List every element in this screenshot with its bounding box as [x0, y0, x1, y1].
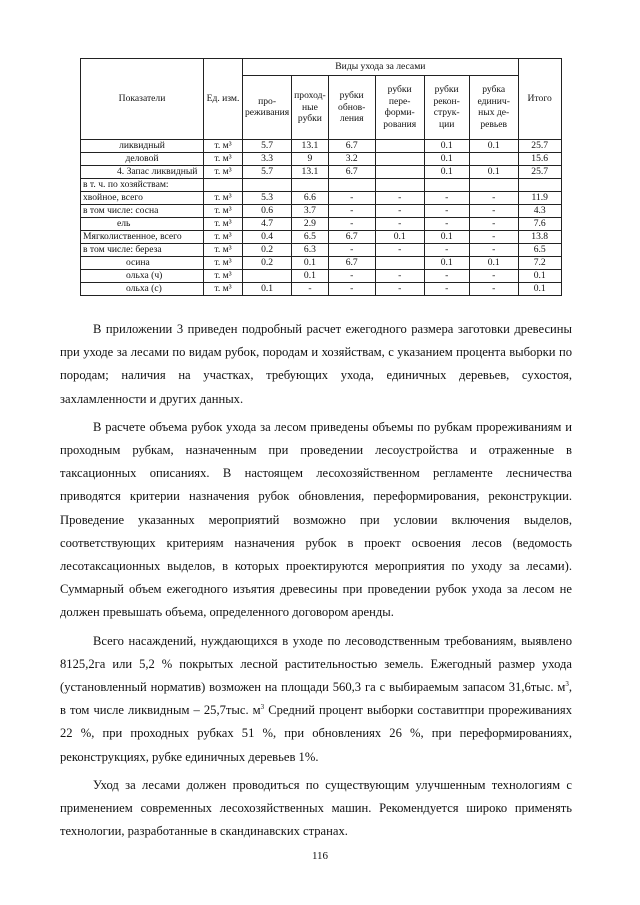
row-value: - [328, 205, 375, 218]
row-unit: т. м³ [204, 283, 243, 296]
header-indicator: Показатели [81, 59, 204, 140]
row-value: 13.1 [292, 166, 329, 179]
row-unit: т. м³ [204, 153, 243, 166]
row-unit: т. м³ [204, 192, 243, 205]
row-value: 6.7 [328, 140, 375, 153]
row-value: - [424, 283, 469, 296]
row-value: 6.6 [292, 192, 329, 205]
row-value: 0.2 [243, 257, 292, 270]
row-value: 0.1 [375, 231, 424, 244]
page-number: 116 [311, 850, 329, 862]
row-value [518, 179, 561, 192]
row-unit: т. м³ [204, 218, 243, 231]
row-value: - [328, 192, 375, 205]
row-value: 0.1 [469, 166, 518, 179]
header-col-renewal: рубки обнов-ления [328, 75, 375, 139]
row-label: осина [81, 257, 204, 270]
row-value: 7.6 [518, 218, 561, 231]
body-text [60, 318, 572, 848]
row-value: - [469, 244, 518, 257]
row-value: - [469, 205, 518, 218]
row-value: 5.7 [243, 166, 292, 179]
table-row [81, 218, 562, 231]
row-value: 0.1 [243, 283, 292, 296]
row-value: 11.9 [518, 192, 561, 205]
row-value: 13.8 [518, 231, 561, 244]
table-row [81, 231, 562, 244]
row-value [375, 153, 424, 166]
row-value: - [469, 283, 518, 296]
row-label: в т. ч. по хозяйствам: [81, 179, 204, 192]
row-value: 0.1 [292, 257, 329, 270]
row-value: - [375, 218, 424, 231]
row-label: ольха (ч) [81, 270, 204, 283]
table-row [81, 283, 562, 296]
row-value: - [375, 283, 424, 296]
row-label: ликвидный [81, 140, 204, 153]
row-value [375, 257, 424, 270]
row-value: - [469, 270, 518, 283]
row-value: 0.2 [243, 244, 292, 257]
table-row [81, 244, 562, 257]
row-value [469, 179, 518, 192]
row-value: 0.1 [424, 166, 469, 179]
row-label: ель [81, 218, 204, 231]
row-unit: т. м³ [204, 257, 243, 270]
row-value: - [375, 192, 424, 205]
row-label: деловой [81, 153, 204, 166]
row-value: 7.2 [518, 257, 561, 270]
row-value: 0.1 [424, 257, 469, 270]
header-col-reconstruction: рубки рекон-струк-ции [424, 75, 469, 139]
header-care-types: Виды ухода за лесами [243, 59, 519, 76]
table-row [81, 153, 562, 166]
row-value: - [469, 192, 518, 205]
header-col-passage: проход-ные рубки [292, 75, 329, 139]
row-value: - [292, 283, 329, 296]
row-value: - [469, 218, 518, 231]
table-row [81, 257, 562, 270]
row-value: 6.7 [328, 257, 375, 270]
row-unit: т. м³ [204, 244, 243, 257]
row-value: 4.3 [518, 205, 561, 218]
row-unit: т. м³ [204, 166, 243, 179]
row-value: - [424, 205, 469, 218]
table-row [81, 270, 562, 283]
row-value: - [328, 283, 375, 296]
row-value: 3.2 [328, 153, 375, 166]
row-value: 6.7 [328, 231, 375, 244]
row-label: в том числе: сосна [81, 205, 204, 218]
row-value: - [424, 192, 469, 205]
row-value: 0.1 [424, 140, 469, 153]
row-value: 6.5 [518, 244, 561, 257]
row-value: 3.7 [292, 205, 329, 218]
row-value [424, 179, 469, 192]
row-value [469, 153, 518, 166]
row-value: 6.3 [292, 244, 329, 257]
row-value: 0.4 [243, 231, 292, 244]
row-value: 6.5 [292, 231, 329, 244]
row-value: 0.1 [469, 257, 518, 270]
table-body [81, 140, 562, 296]
row-unit: т. м³ [204, 270, 243, 283]
header-unit: Ед. изм. [204, 59, 243, 140]
row-unit: т. м³ [204, 140, 243, 153]
header-col-reform: рубки пере-форми-рования [375, 75, 424, 139]
row-value: 0.1 [469, 140, 518, 153]
row-value: - [328, 270, 375, 283]
row-value [243, 270, 292, 283]
table-row [81, 179, 562, 192]
row-value [328, 179, 375, 192]
row-value: 0.6 [243, 205, 292, 218]
row-value: 9 [292, 153, 329, 166]
paragraph: В приложении 3 приведен подробный расчет ежегодного размера заготовки древесины при уходе за лесами по видам рубок, породам и хозяйствам, с указанием процента выборки по породам; наличия на участках, требующих ухода, единичных деревьев, сухостоя, захламленности и других данных. [60, 322, 572, 406]
table-row [81, 192, 562, 205]
row-value [375, 179, 424, 192]
row-label: 4. Запас ликвидный [81, 166, 204, 179]
row-value: 25.7 [518, 166, 561, 179]
row-value: 13.1 [292, 140, 329, 153]
row-value: 0.1 [424, 231, 469, 244]
row-value: - [375, 205, 424, 218]
row-value: 0.1 [518, 270, 561, 283]
row-value: - [328, 244, 375, 257]
row-value [292, 179, 329, 192]
row-label: в том числе: береза [81, 244, 204, 257]
paragraph: Всего насаждений, нуждающихся в уходе по лесоводственным требованиям, выявлено 8125,2га или 5,2 % покрытых лесной растительностью земель. Ежегодный размер ухода (установленный норматив) возможен на площади 560,3 га с выбираемым запасом 31,6тыс. $м^3$, в том числе ликвидным – 25,7тыс. $м^3$ Средний процент выборки составитпри прореживаниях 22 %, при проходных рубках 51 %, при обновлениях 26 %, при переформированиях, реконструкциях, рубке единичных деревьев 1%. [60, 633, 573, 764]
row-label: ольха (с) [81, 283, 204, 296]
row-value: 5.3 [243, 192, 292, 205]
paragraph: Уход за лесами должен проводиться по существующим улучшенным технологиям с применением современных лесохозяйственных машин. Рекомендуется широко применять технологии, разработанные в скандинавских странах. [60, 777, 572, 839]
row-value: 0.1 [292, 270, 329, 283]
row-value [375, 140, 424, 153]
row-value: - [328, 218, 375, 231]
table-row [81, 140, 562, 153]
table-row [81, 205, 562, 218]
header-col-thinning: про-реживания [243, 75, 292, 139]
row-unit: т. м³ [204, 205, 243, 218]
row-value: - [424, 218, 469, 231]
row-value: 2.9 [292, 218, 329, 231]
row-unit [204, 179, 243, 192]
row-value: 0.1 [518, 283, 561, 296]
row-unit: т. м³ [204, 231, 243, 244]
row-value: 0.1 [424, 153, 469, 166]
row-value: 15.6 [518, 153, 561, 166]
row-value: 3.3 [243, 153, 292, 166]
row-value: - [469, 231, 518, 244]
row-value: - [375, 244, 424, 257]
row-value: 25.7 [518, 140, 561, 153]
row-value: - [424, 270, 469, 283]
row-label: хвойное, всего [81, 192, 204, 205]
row-value [243, 179, 292, 192]
header-col-single-trees: рубка единич-ных де-ревьев [469, 75, 518, 139]
forest-care-table [80, 58, 562, 296]
row-label: Мягколиственное, всего [81, 231, 204, 244]
row-value: 6.7 [328, 166, 375, 179]
row-value: 4.7 [243, 218, 292, 231]
header-total: Итого [518, 59, 561, 140]
row-value: - [424, 244, 469, 257]
row-value: - [375, 270, 424, 283]
row-value [375, 166, 424, 179]
row-value: 5.7 [243, 140, 292, 153]
table-row [81, 166, 562, 179]
paragraph: В расчете объема рубок ухода за лесом приведены объемы по рубкам прореживаниям и проходным рубкам, назначенным при проведении лесоустройства и отраженные в таксационных описаниях. В настоящем лесохозяйственном регламенте лесничества приводятся критерии назначения рубок обновления, переформирования, реконструкции. Проведение указанных мероприятий возможно при условии включения выделов, соответствующих критериям назначения рубок в проект освоения лесов (ведомость лесотаксационных выделов, в которых проектируются мероприятия по уходу за лесами). Суммарный объем ежегодного изъятия древесины при проведении рубок ухода за лесом не должен превышать объема, определенного договором аренды. [60, 419, 572, 620]
